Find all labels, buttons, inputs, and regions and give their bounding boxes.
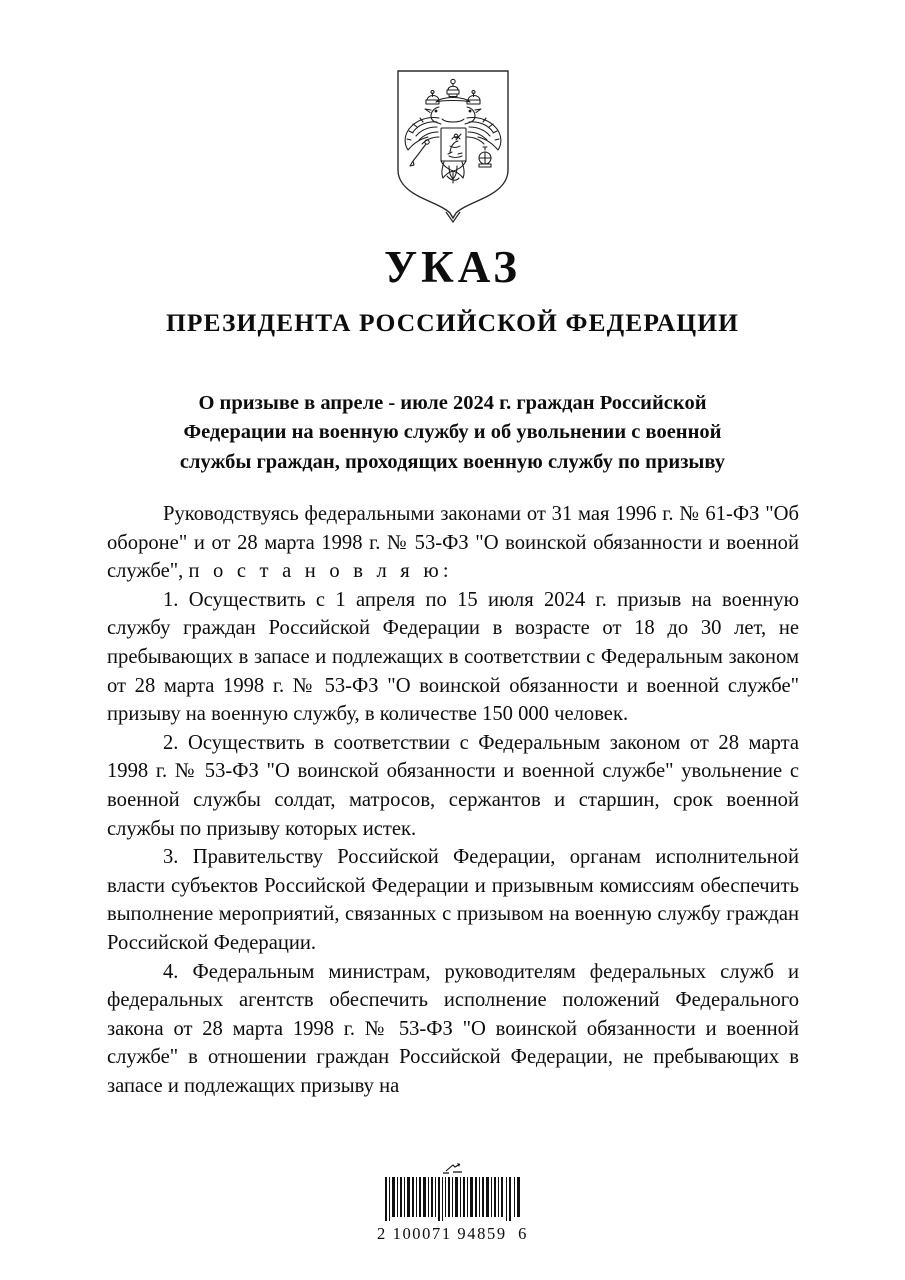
barcode-top-mark-icon: [440, 1162, 466, 1175]
document-subtitle: ПРЕЗИДЕНТА РОССИЙСКОЙ ФЕДЕРАЦИИ: [165, 308, 740, 338]
barcode-icon: [383, 1177, 523, 1221]
decree-heading-line-3: службы граждан, проходящих военную службу по призыву: [179, 450, 726, 473]
decree-body: [107, 500, 799, 1100]
barcode-block: [0, 1162, 905, 1244]
preamble-paragraph: [107, 500, 799, 586]
decree-heading-line-2: Федерации на военную службу и об увольнении с военной: [183, 421, 722, 444]
postanovlyayu-word: п о с т а н о в л я ю:: [188, 560, 453, 583]
document-title: УКАЗ: [384, 242, 521, 292]
preamble-text: Руководствуясь федеральными законами от 31 мая 1996 г. № 61-ФЗ "Об обороне" и от 28 марта 1998 г. № 53-ФЗ "О воинской обязанности и военной службе",: [107, 503, 799, 583]
clause-4: 4. Федеральным министрам, руководителям федеральных служб и федеральных агентств обеспечить исполнение положений Федерального закона от 28 марта 1998 г. № 53-ФЗ "О воинской обязанности и военной службе" в отношении граждан Российской Федерации, не пребывающих в запасе и подлежащих призыву на: [107, 960, 799, 1097]
clause-3: 3. Правительству Российской Федерации, органам исполнительной власти субъектов Российской Федерации и призывным комиссиям обеспечить выполнение мероприятий, связанных с призывом на военную службу граждан Российской Федерации.: [107, 846, 799, 954]
clause-2: 2. Осуществить в соответствии с Федеральным законом от 28 марта 1998 г. № 53-ФЗ "О воинской обязанности и военной службе" увольнение с военной службы солдат, матросов, сержантов и старшин, срок военной службы по призыву которых истек.: [107, 731, 799, 840]
emblem-container: [0, 0, 905, 224]
clause-1: 1. Осуществить с 1 апреля по 15 июля 2024 г. призыв на военную службу граждан Российской Федерации в возрасте от 18 до 30 лет, не пребывающих в запасе и подлежащих в соответствии с Федеральным законом от 28 марта 1998 г. № 53-ФЗ "О воинской обязанности и военной службе" призыву на военную службу, в количестве 150 000 человек.: [107, 588, 799, 726]
decree-heading: [153, 389, 753, 476]
russian-coat-of-arms-icon: [392, 66, 514, 224]
decree-heading-line-1: О призыве в апреле - июле 2024 г. граждан Российской: [198, 392, 707, 415]
barcode-number: 2 100071 94859 6: [377, 1224, 528, 1243]
